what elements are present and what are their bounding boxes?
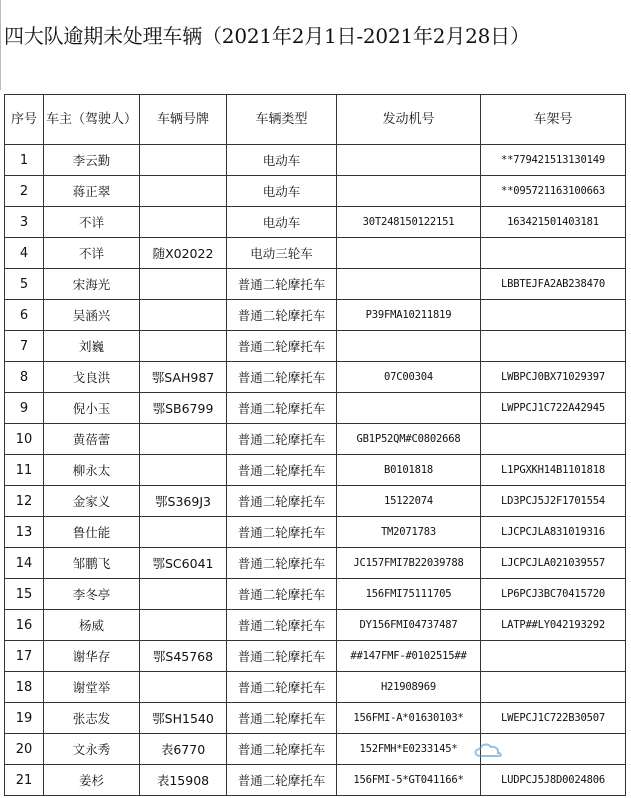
cell-engine-number: 156FMI-A*01630103* <box>337 703 481 734</box>
cell-frame-number <box>481 641 626 672</box>
cell-owner: 倪小玉 <box>44 393 140 424</box>
cell-index: 4 <box>5 238 44 269</box>
cell-frame-number: LJCPCJLA831019316 <box>481 517 626 548</box>
cell-engine-number: DY156FMI04737487 <box>337 610 481 641</box>
cell-plate: 鄂S45768 <box>140 641 227 672</box>
cell-vehicle-type: 普通二轮摩托车 <box>227 703 337 734</box>
table-row <box>5 331 626 362</box>
table-row <box>5 300 626 331</box>
cell-owner: 戈良洪 <box>44 362 140 393</box>
page-left-border <box>0 0 1 90</box>
table-row <box>5 424 626 455</box>
cell-vehicle-type: 普通二轮摩托车 <box>227 455 337 486</box>
cell-plate <box>140 610 227 641</box>
table-row <box>5 610 626 641</box>
cell-owner: 杨威 <box>44 610 140 641</box>
cell-plate: 鄂SAH987 <box>140 362 227 393</box>
overdue-vehicles-table <box>4 94 626 796</box>
header-owner: 车主（驾驶人） <box>44 95 140 145</box>
cell-owner: 谢堂举 <box>44 672 140 703</box>
cell-frame-number: LWPPCJ1C722A42945 <box>481 393 626 424</box>
cell-plate: 表15908 <box>140 765 227 796</box>
cell-index: 14 <box>5 548 44 579</box>
cell-index: 1 <box>5 145 44 176</box>
cell-owner: 姜杉 <box>44 765 140 796</box>
table-row <box>5 579 626 610</box>
cell-vehicle-type: 普通二轮摩托车 <box>227 641 337 672</box>
cell-plate <box>140 331 227 362</box>
cell-frame-number: LATP##LY042193292 <box>481 610 626 641</box>
table-row <box>5 238 626 269</box>
cell-plate <box>140 207 227 238</box>
document-title: 四大队逾期未处理车辆（2021年2月1日-2021年2月28日） <box>4 24 530 48</box>
cell-plate: 表6770 <box>140 734 227 765</box>
cell-owner: 谢华存 <box>44 641 140 672</box>
cell-frame-number: LBBTEJFA2AB238470 <box>481 269 626 300</box>
cell-plate <box>140 455 227 486</box>
cell-frame-number: **779421513130149 <box>481 145 626 176</box>
cell-owner: 不详 <box>44 207 140 238</box>
table-row <box>5 517 626 548</box>
cell-engine-number: P39FMA10211819 <box>337 300 481 331</box>
header-plate: 车辆号牌 <box>140 95 227 145</box>
cell-vehicle-type: 普通二轮摩托车 <box>227 486 337 517</box>
table-row <box>5 765 626 796</box>
table-row <box>5 207 626 238</box>
cell-plate <box>140 517 227 548</box>
cell-vehicle-type: 电动车 <box>227 176 337 207</box>
cell-owner: 宋海光 <box>44 269 140 300</box>
cell-vehicle-type: 普通二轮摩托车 <box>227 734 337 765</box>
cell-plate <box>140 424 227 455</box>
cell-index: 6 <box>5 300 44 331</box>
cell-frame-number: LWBPCJ0BX71029397 <box>481 362 626 393</box>
cell-index: 7 <box>5 331 44 362</box>
cell-plate <box>140 176 227 207</box>
header-engine-number: 发动机号 <box>337 95 481 145</box>
cell-frame-number <box>481 331 626 362</box>
cell-engine-number <box>337 331 481 362</box>
table-row <box>5 269 626 300</box>
cell-index: 2 <box>5 176 44 207</box>
cell-frame-number: LD3PCJ5J2F1701554 <box>481 486 626 517</box>
cell-frame-number: LJCPCJLA021039557 <box>481 548 626 579</box>
table-row <box>5 734 626 765</box>
cell-index: 15 <box>5 579 44 610</box>
cell-owner: 邹鹏飞 <box>44 548 140 579</box>
cell-index: 18 <box>5 672 44 703</box>
table-row <box>5 548 626 579</box>
cell-frame-number <box>481 672 626 703</box>
cell-owner: 蒋正翠 <box>44 176 140 207</box>
cell-engine-number: 15122074 <box>337 486 481 517</box>
cell-index: 9 <box>5 393 44 424</box>
cell-index: 19 <box>5 703 44 734</box>
cell-frame-number: 163421501403181 <box>481 207 626 238</box>
table-row <box>5 362 626 393</box>
cell-index: 17 <box>5 641 44 672</box>
header-vehicle-type: 车辆类型 <box>227 95 337 145</box>
cell-vehicle-type: 普通二轮摩托车 <box>227 517 337 548</box>
cell-frame-number <box>481 300 626 331</box>
table-row <box>5 672 626 703</box>
cell-vehicle-type: 普通二轮摩托车 <box>227 610 337 641</box>
table-row <box>5 176 626 207</box>
header-frame-number: 车架号 <box>481 95 626 145</box>
weibo-watermark-icon <box>470 738 518 762</box>
cell-owner: 文永秀 <box>44 734 140 765</box>
cell-vehicle-type: 电动车 <box>227 145 337 176</box>
cell-owner: 黄蓓蕾 <box>44 424 140 455</box>
cell-frame-number: **095721163100663 <box>481 176 626 207</box>
cell-engine-number <box>337 393 481 424</box>
cell-owner: 不详 <box>44 238 140 269</box>
cell-plate <box>140 300 227 331</box>
cell-plate: 鄂SH1540 <box>140 703 227 734</box>
cell-vehicle-type: 普通二轮摩托车 <box>227 672 337 703</box>
cell-plate: 鄂SB6799 <box>140 393 227 424</box>
cell-vehicle-type: 电动三轮车 <box>227 238 337 269</box>
cell-index: 10 <box>5 424 44 455</box>
cell-index: 8 <box>5 362 44 393</box>
cell-engine-number <box>337 145 481 176</box>
cell-engine-number: JC157FMI7B22039788 <box>337 548 481 579</box>
cell-engine-number <box>337 269 481 300</box>
cell-plate <box>140 145 227 176</box>
cell-engine-number: B0101818 <box>337 455 481 486</box>
cell-frame-number: LP6PCJ3BC70415720 <box>481 579 626 610</box>
cell-engine-number: 156FMI-5*GT041166* <box>337 765 481 796</box>
cell-owner: 柳永太 <box>44 455 140 486</box>
table-row <box>5 145 626 176</box>
cell-owner: 鲁仕能 <box>44 517 140 548</box>
cell-owner: 吴涵兴 <box>44 300 140 331</box>
cell-owner: 刘巍 <box>44 331 140 362</box>
cell-frame-number: LWEPCJ1C722B30507 <box>481 703 626 734</box>
cell-frame-number: LUDPCJ5J8D0024806 <box>481 765 626 796</box>
cell-index: 16 <box>5 610 44 641</box>
cell-vehicle-type: 普通二轮摩托车 <box>227 579 337 610</box>
table-header-row <box>5 95 626 145</box>
cell-vehicle-type: 普通二轮摩托车 <box>227 393 337 424</box>
table-row <box>5 641 626 672</box>
cell-engine-number: 156FMI75111705 <box>337 579 481 610</box>
cell-engine-number: H21908969 <box>337 672 481 703</box>
header-index: 序号 <box>5 95 44 145</box>
cell-plate <box>140 579 227 610</box>
cell-index: 3 <box>5 207 44 238</box>
cell-engine-number: 30T248150122151 <box>337 207 481 238</box>
cell-vehicle-type: 普通二轮摩托车 <box>227 362 337 393</box>
cell-engine-number: TM2071783 <box>337 517 481 548</box>
cell-index: 5 <box>5 269 44 300</box>
table-row <box>5 393 626 424</box>
cell-owner: 李云勤 <box>44 145 140 176</box>
cell-vehicle-type: 普通二轮摩托车 <box>227 548 337 579</box>
cell-owner: 金家义 <box>44 486 140 517</box>
cell-vehicle-type: 普通二轮摩托车 <box>227 269 337 300</box>
cell-frame-number <box>481 424 626 455</box>
cell-index: 13 <box>5 517 44 548</box>
cell-frame-number <box>481 238 626 269</box>
table-row <box>5 703 626 734</box>
cell-vehicle-type: 普通二轮摩托车 <box>227 331 337 362</box>
cell-plate: 鄂SC6041 <box>140 548 227 579</box>
cell-plate <box>140 269 227 300</box>
cell-vehicle-type: 普通二轮摩托车 <box>227 300 337 331</box>
cell-index: 21 <box>5 765 44 796</box>
cell-plate: 随X02022 <box>140 238 227 269</box>
table-row <box>5 486 626 517</box>
cell-engine-number <box>337 176 481 207</box>
cell-engine-number: GB1P52QM#C0802668 <box>337 424 481 455</box>
cell-engine-number: 152FMH*E0233145* <box>337 734 481 765</box>
cell-engine-number <box>337 238 481 269</box>
cell-engine-number: 07C00304 <box>337 362 481 393</box>
cell-frame-number: L1PGXKH14B1101818 <box>481 455 626 486</box>
cell-plate <box>140 672 227 703</box>
cell-vehicle-type: 普通二轮摩托车 <box>227 424 337 455</box>
table-row <box>5 455 626 486</box>
cell-vehicle-type: 普通二轮摩托车 <box>227 765 337 796</box>
cell-index: 11 <box>5 455 44 486</box>
cell-engine-number: ##147FMF-#0102515## <box>337 641 481 672</box>
cell-vehicle-type: 电动车 <box>227 207 337 238</box>
cell-owner: 李冬亭 <box>44 579 140 610</box>
cell-owner: 张志发 <box>44 703 140 734</box>
cell-index: 12 <box>5 486 44 517</box>
cell-plate: 鄂S369J3 <box>140 486 227 517</box>
cell-index: 20 <box>5 734 44 765</box>
